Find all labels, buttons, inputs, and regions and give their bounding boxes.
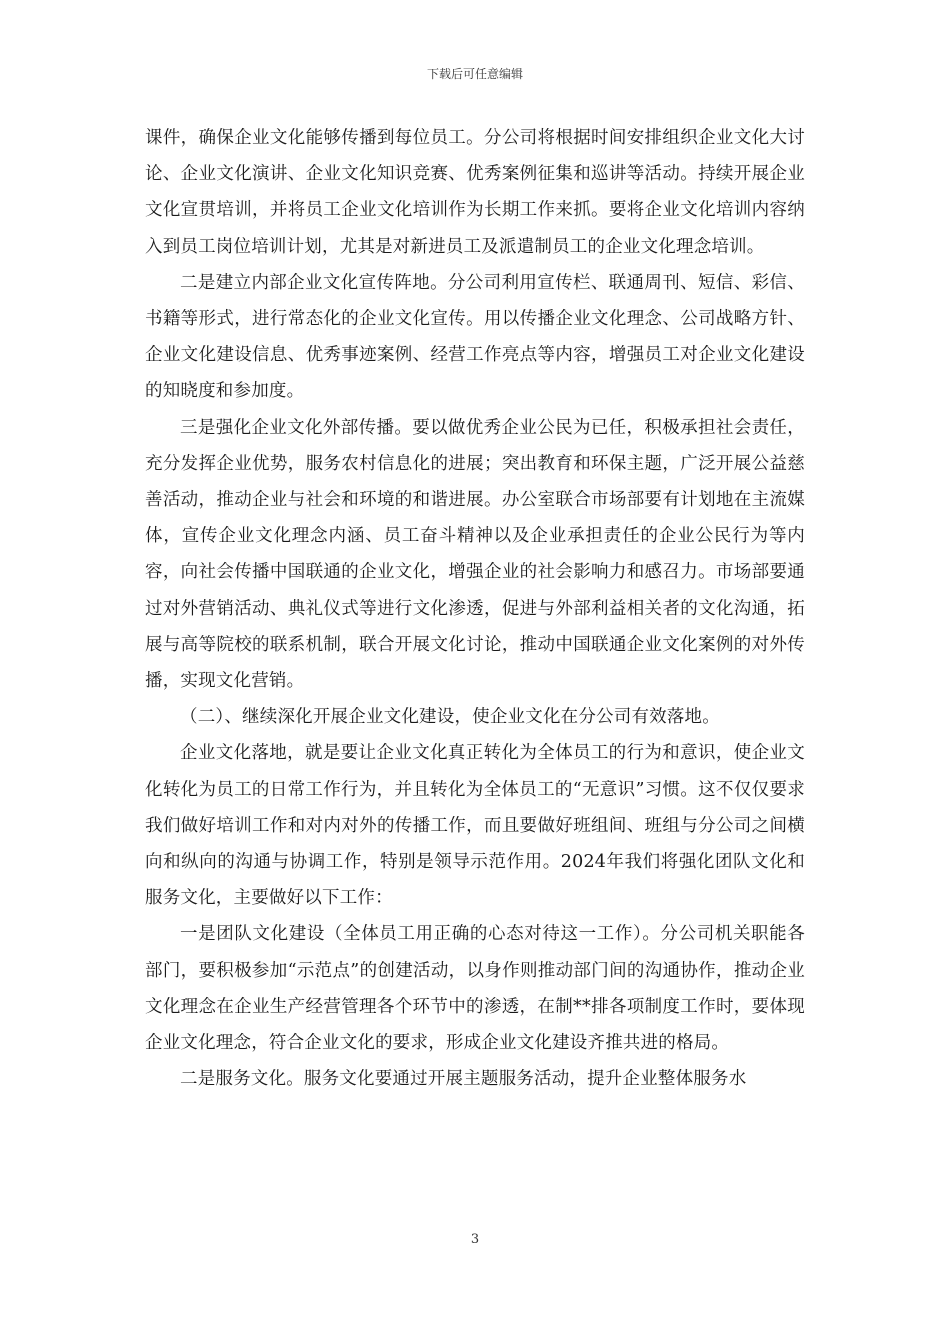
paragraph-4: 企业文化落地，就是要让企业文化真正转化为全体员工的行为和意识，使企业文化转化为员工的日常工作行为，并且转化为全体员工的“无意识”习惯。这不仅仅要求我们做好培训工作和对内对外的传播工作，而且要做好班组间、班组与分公司之间横向和纵向的沟通与协调工作，特别是领导示范作用。2024年我们将强化团队文化和服务文化，主要做好以下工作： [145, 743, 805, 909]
paragraph-2: 二是建立内部企业文化宣传阵地。分公司利用宣传栏、联通周刊、短信、彩信、书籍等形式，进行常态化的企业文化宣传。用以传播企业文化理念、公司战略方针、企业文化建设信息、优秀事迹案例、经营工作亮点等内容，增强员工对企业文化建设的知晓度和参加度。 [145, 272, 805, 402]
document-body [145, 120, 805, 1097]
paragraph-1: 课件，确保企业文化能够传播到每位员工。分公司将根据时间安排组织企业文化大讨论、企业文化演讲、企业文化知识竞赛、优秀案例征集和巡讲等活动。持续开展企业文化宣贯培训，并将员工企业文化培训作为长期工作来抓。要将企业文化培训内容纳入到员工岗位培训计划，尤其是对新进员工及派遣制员工的企业文化理念培训。 [145, 128, 805, 257]
page-number: 3 [470, 1232, 480, 1247]
paragraph-3: 三是强化企业文化外部传播。要以做优秀企业公民为已任，积极承担社会责任，充分发挥企业优势，服务农村信息化的进展；突出教育和环保主题，广泛开展公益慈善活动，推动企业与社会和环境的和谐进展。办公室联合市场部要有计划地在主流媒体，宣传企业文化理念内涵、员工奋斗精神以及企业承担责任的企业公民行为等内容，向社会传播中国联通的企业文化，增强企业的社会影响力和感召力。市场部要通过对外营销活动、典礼仪式等进行文化渗透，促进与外部利益相关者的文化沟通，拓展与高等院校的联系机制，联合开展文化讨论，推动中国联通企业文化案例的对外传播，实现文化营销。 [145, 417, 805, 692]
section-heading: （二）、继续深化开展企业文化建设，使企业文化在分公司有效落地。 [180, 707, 720, 728]
paragraph-5: 一是团队文化建设（全体员工用正确的心态对待这一工作）。分公司机关职能各部门，要积极参加“示范点”的创建活动，以身作则推动部门间的沟通协作，推动企业文化理念在企业生产经营管理各个环节中的渗透，在制**排各项制度工作时，要体现企业文化理念，符合企业文化的要求，形成企业文化建设齐推共进的格局。 [145, 924, 805, 1054]
paragraph-6: 二是服务文化。服务文化要通过开展主题服务活动，提升企业整体服务水 [180, 1069, 747, 1090]
page-header: 下载后可任意编辑 [426, 67, 523, 81]
